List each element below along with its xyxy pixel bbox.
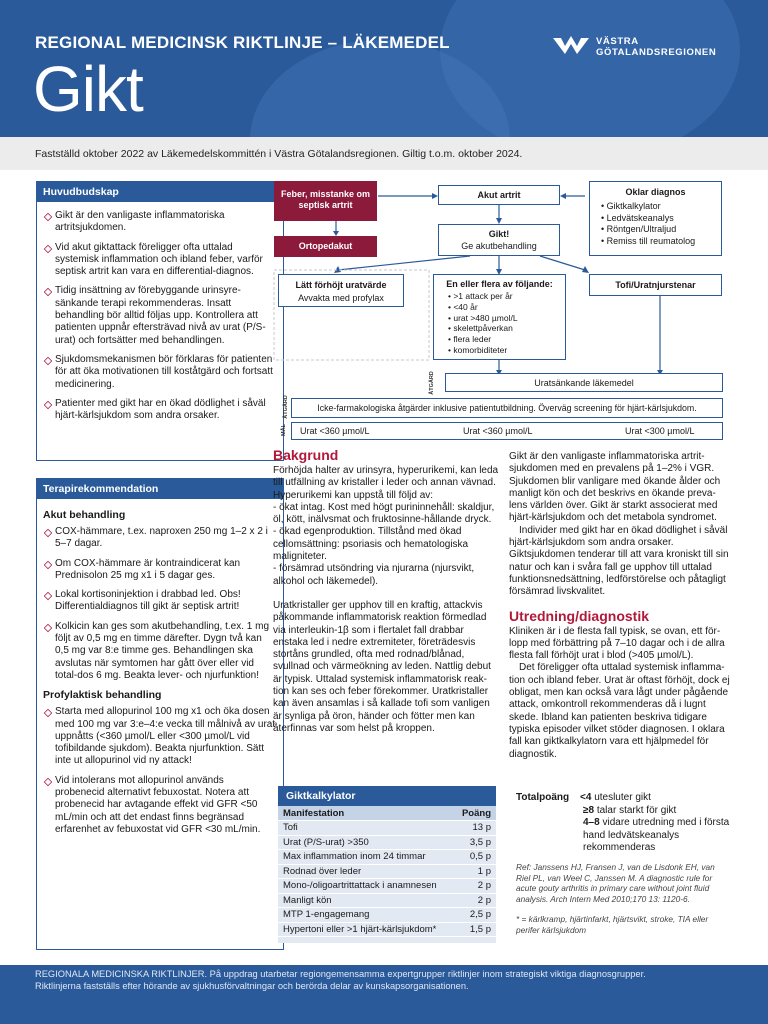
table-row: Rodnad över leder 1 p — [278, 864, 496, 879]
criteria-item: • <40 år — [448, 301, 478, 312]
prophylactic-item: Vid intolerans mot allopurinol används probenecid alternativt febuxostat. Notera att probenecid har avtagande effekt vid GFR <50 mL/min och att det endast finns begränsad erfarenhet av febuxostat vid GFR <30 mL/min. — [43, 775, 276, 836]
table-header: Poäng — [454, 806, 496, 821]
total-row: <4 utesluter gikt — [580, 792, 651, 803]
table-row: Urat (P/S-urat) >350 3,5 p — [278, 835, 496, 850]
acute-item: Kolkicin kan ges som akutbehandling, t.ex. 1 mg följt av 0,5 mg en timme därefter. Dygn två kan 0,5 mg var 8:e timme ges. Behandlingen ska avslutas när symtomen har gått över eller vid total-dos 6 mg. Beakta lever- och njurfunktion! — [43, 621, 276, 682]
acute-item: Om COX-hämmare är kontraindicerat kan Prednisolon 25 mg x1 i 5 dagar ges. — [43, 558, 276, 583]
gout-sub: Ge akutbehandling — [461, 241, 537, 251]
table-row: Max inflammation inom 24 timmar 0,5 p — [278, 850, 496, 865]
background-paragraph: Förhöjda halter av urinsyra, hyperurikemi, kan leda till utfällning av kristaller i leder och annan vävnad. Hyperurikemi kan uppstå till följd av: — [273, 465, 499, 501]
page-title: Gikt — [33, 53, 143, 125]
background-list-item: - ökat intag. Kost med högt purininnehåll: skaldjur, öl, kött, inälvsmat och fruktosinne-hållande dryck. — [273, 501, 495, 526]
criteria-item: • >1 attack per år — [448, 291, 513, 301]
diagnostics-title: Utredning/diagnostik — [509, 607, 649, 624]
gout-box — [438, 224, 560, 256]
unclear-item: • Röntgen/Ultraljud — [601, 224, 677, 234]
footnote: * = kärlkramp, hjärtinfarkt, hjärtsvikt, stroke, TIA eller perifer kärlsjukdom — [516, 914, 709, 935]
acute-arthritis-box — [438, 185, 560, 205]
fever-text: Feber, misstanke om septisk artrit — [280, 189, 371, 210]
criteria-item: • flera leder — [448, 334, 492, 345]
goal-label — [282, 422, 291, 440]
key-message-item: Gikt är den vanligaste inflammatoriska artritsjukdomen. — [43, 210, 276, 235]
criteria-item: • urat >480 µmol/L — [448, 312, 518, 323]
key-message-item: Vid akut giktattack föreligger ofta uttalad systemisk inflammation och ibland feber, varför septisk artrit kan vara en differential-diagnos. — [43, 242, 276, 279]
orthopedic-text: Ortopedakut — [298, 241, 353, 251]
prophylactic-item: Starta med allopurinol 100 mg x1 och öka dosen med 100 mg var 3:e–4:e vecka till målnivå av urat uppnåtts (<360 µmol/L eller <300 µmol/L vid tofibildande sjukdom). Beakta njurfunktion. Sätt inte ut allopurinol vid ny attack! — [43, 706, 276, 767]
action-label-text: ÅTGÄRD — [428, 371, 435, 395]
page-footer — [0, 965, 768, 1024]
unclear-diagnosis-box — [589, 181, 722, 256]
background-title: Bakgrund — [273, 447, 339, 463]
target-bar — [291, 422, 723, 440]
table-header: Manifestation — [278, 806, 454, 821]
action-label — [428, 372, 437, 396]
therapy-title: Terapirekommendation — [37, 479, 283, 499]
target-value: Urat <360 µmol/L — [463, 426, 533, 436]
calculator-title: Giktkalkylator — [278, 786, 496, 806]
key-message-item: Tidig insättning av förebyggande urinsyre-sänkande terapi rekommenderas. Insatt behandling bör alltid följas upp. Kontrollera att patienten uppnår eftersträvad nivå av urat (P/S-urat) och fortsätter med behandlingen. — [43, 285, 276, 346]
orthopedic-box — [274, 236, 377, 257]
unclear-title: Oklar diagnos — [625, 187, 686, 197]
acute-treatment-heading: Akut behandling — [43, 509, 126, 521]
background-paragraph: Gikt är den vanligaste inflammatoriska artrit-sjukdomen med en prevalens på 1–2% i VGR. Sjukdomen blir vanligare med ökande ålder och manligt kön och det beskrivs en ökande preva-lens världen över. Gikt är starkt associerat med hjärt-kärlsjukdom och det metabola syndromet. — [509, 451, 721, 524]
approval-note: Fastställd oktober 2022 av Läkemedelskommittén i Västra Götalandsregionen. Giltig t.o.m. oktober 2024. — [0, 137, 768, 170]
total-label: Totalpoäng — [516, 792, 570, 803]
background-section — [273, 447, 499, 735]
gout-title: Gikt! — [488, 229, 510, 239]
non-pharma-text: Icke-farmakologiska åtgärder inklusive patientutbildning. Överväg screening för hjärt-kärlsjukdom. — [317, 403, 697, 413]
table-row: MTP 1-engagemang 2,5 p — [278, 908, 496, 923]
target-value: Urat <300 µmol/L — [625, 426, 695, 436]
therapy-box — [36, 478, 284, 950]
mild-urate-sub: Avvakta med profylax — [298, 293, 384, 303]
criteria-title: En eller flera av följande: — [446, 279, 553, 289]
table-row: Tofi 13 p — [278, 821, 496, 836]
gout-calculator-table — [278, 786, 496, 943]
background-list-item: - försämrad utsöndring via njurarna (njursvikt, alkohol och läkemedel). — [273, 563, 475, 587]
mild-urate-title: Lätt förhöjt uratvärde — [295, 280, 387, 290]
calculator-table — [278, 806, 496, 937]
background-list-item: - ökad egenproduktion. Tillstånd med ökad cellomsättning: psoriasis och hematologiska maligniteter. — [273, 526, 469, 563]
criteria-box — [433, 274, 566, 360]
total-row: ≥8 talar starkt för gikt — [583, 804, 677, 816]
goal-label-text: MÅL — [280, 424, 287, 436]
table-row: Manligt kön 2 p — [278, 893, 496, 908]
key-message-item: Sjukdomsmekanismen bör förklaras för patienten för att öka motivationen till koståtgärd och fortsatt medicinering. — [43, 354, 276, 391]
action-label-text: ÅTGÄRD — [282, 395, 289, 419]
non-pharma-bar — [291, 398, 723, 418]
criteria-item: • skelettpåverkan — [448, 323, 513, 334]
key-message-item: Patienter med gikt har en ökad dödlighet i såväl hjärt-kärlsjukdom som andra orsaker. — [43, 398, 276, 423]
unclear-item: • Remiss till reumatolog — [601, 235, 696, 246]
action-label — [282, 395, 291, 419]
tophi-box — [589, 274, 722, 296]
total-row: 4–8 vidare utredning med i första hand ledvätskeanalys rekommenderas — [583, 817, 730, 853]
mild-urate-box — [278, 274, 404, 307]
page-header — [0, 0, 768, 137]
acute-item: Lokal kortisoninjektion i drabbad led. Obs! Differentialdiagnos till gikt är septisk artrit! — [43, 589, 276, 614]
urate-lowering-text: Uratsänkande läkemedel — [534, 378, 634, 388]
key-messages-box — [36, 181, 284, 461]
diagnostics-paragraph: Kliniken är i de flesta fall typisk, se ovan, ett för-lopp med förbättring på 7–10 dagar och i de allra flesta fall förhöjt urat i blod (>405 µmol/L). — [509, 625, 725, 662]
background-continued — [509, 451, 731, 761]
vgr-logo-icon — [551, 34, 591, 58]
reference: Ref: Janssens HJ, Fransen J, van de Lisdonk EH, van Riel PL, van Weel C, Janssen M. A diagnostic rule for acute gouty arthritis in primary care without joint fluid analysis. Arch Intern Med 2010;170 13: 1120-6. — [516, 862, 715, 904]
logo-text-line1: VÄSTRA — [596, 36, 639, 47]
diagnostics-paragraph: Det föreligger ofta uttalad systemisk inflamma-tion och ibland feber. Urat är oftast förhöjt, dock ej obligat, men kan också vara lågt under pågående attack, omkontroll rekommenderas då i lugnt skede. Ibland kan patienten beskriva tidigare typiska episoder vilket stöder diagnosen. I oklara fall kan giktkalkylatorn vara ett hjälpmedel för diagnostik. — [509, 662, 730, 760]
table-row: Hypertoni eller >1 hjärt-kärlsjukdom* 1,5 p — [278, 922, 496, 937]
acute-item: COX-hämmare, t.ex. naproxen 250 mg 1–2 x 2 i 5–7 dagar. — [43, 526, 276, 551]
background-paragraph: Uratkristaller ger upphov till en kraftig, attackvis påkommande inflammatorisk reaktion förmedlad via interleukin-1β som i flertalet fall drabbar enstaka led i nedre extremiteter, företrädesvis stortåns grundled, ofta med rodnad/blånad, svullnad och värmeökning av leden. Nattlig debut är typisk. Uttalad systemisk inflammatorisk reak-tion kan ses och feber förekommer. Uratkristaller kan även ansamlas i så kallade tofi som vanligen är synliga på öron, händer och fötter men kan återfinnas var som helst på kroppen. — [273, 599, 491, 734]
urate-lowering-bar — [445, 373, 723, 392]
header-supertitle: REGIONAL MEDICINSK RIKTLINJE – LÄKEMEDEL — [35, 33, 450, 52]
table-row: Mono-/oligoartrittattack i anamnesen 2 p — [278, 879, 496, 894]
logo-text-line2: GÖTALANDSREGIONEN — [596, 47, 717, 58]
criteria-item: • komorbiditeter — [448, 344, 508, 355]
acute-arthritis-text: Akut artrit — [477, 190, 521, 200]
footer-line: Riktlinjerna fastställs efter hörande av sjukhusförvaltningar och berörda delar av kunskapsorganisationen. — [35, 981, 469, 991]
tophi-text: Tofi/Uratnjurstenar — [615, 280, 696, 290]
prophylactic-heading: Profylaktisk behandling — [43, 689, 162, 702]
footer-line: REGIONALA MEDICINSKA RIKTLINJER. På uppdrag utarbetar regiongemensamma expertgrupper riktlinjer inom strategiskt viktiga diagnosgrupper. — [35, 969, 646, 979]
unclear-item: • Ledvätskeanalys — [601, 212, 674, 223]
fever-box — [274, 181, 377, 221]
unclear-item: • Giktkalkylator — [601, 201, 661, 211]
background-paragraph: Individer med gikt har en ökad dödlighet i såväl hjärt-kärlsjukdom som andra orsaker. Giktsjukdomen tenderar till att vara kroniskt till sin natur och kan i svåra fall ge upphov till uttalad funktionsnedsättning, ledförstörelse och påtagligt försämrad livskvalitet. — [509, 524, 729, 598]
key-messages-title: Huvudbudskap — [37, 182, 283, 202]
target-value: Urat <360 µmol/L — [300, 426, 370, 436]
